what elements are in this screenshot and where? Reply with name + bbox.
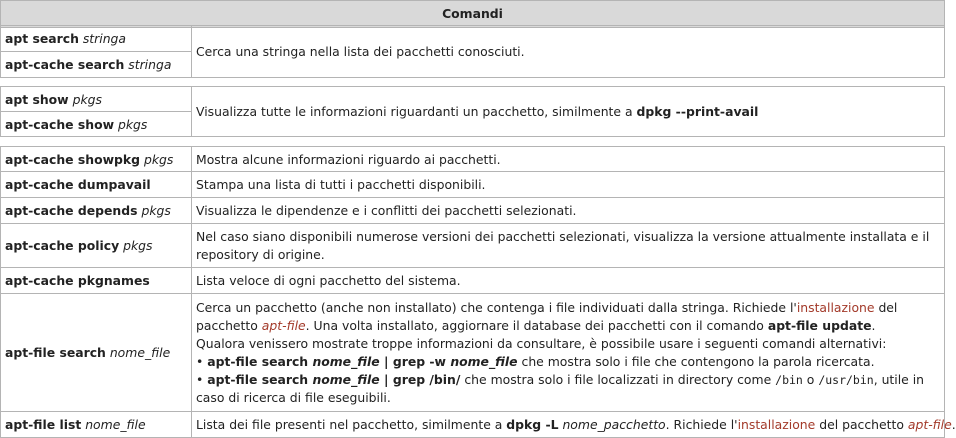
description-text: che mostra solo i file localizzati in directory come xyxy=(460,371,776,387)
command-name: apt-file list xyxy=(5,417,82,432)
inline-code-arg: nome_file xyxy=(312,371,380,387)
description-text: . Richiede l' xyxy=(665,417,738,432)
description-cell: Nel caso siano disponibili numerose versioni dei pacchetti selezionati, visualizza la versione attualmente installata e il repository di origine. xyxy=(192,224,945,268)
description-text: , utile in caso di ricerca di file eseguibili. xyxy=(196,371,925,405)
description-cell: Mostra alcune informazioni riguardo ai pacchetti. xyxy=(192,147,945,172)
table-row xyxy=(1,147,945,172)
command-cell xyxy=(1,294,192,412)
inline-code: apt-file update xyxy=(767,317,872,333)
description-text: Lista dei file presenti nel pacchetto, similmente a xyxy=(196,417,507,432)
command-name: apt-cache depends xyxy=(5,203,138,218)
table-header: Comandi xyxy=(0,0,945,28)
inline-code: apt-file search xyxy=(207,353,313,369)
command-argument: stringa xyxy=(82,31,127,46)
description-text: o xyxy=(802,371,819,387)
command-name: apt-file search xyxy=(5,345,106,360)
command-cell xyxy=(1,268,192,294)
description-text: Qualora venissero mostrate troppe informazioni da consultare, è possibile usare i seguenti comandi alternativi: xyxy=(196,335,887,351)
description-text: . xyxy=(951,417,956,432)
command-name: apt show xyxy=(5,91,69,107)
inline-code: | grep /bin/ xyxy=(379,371,461,387)
apt-file-link[interactable]: apt-file xyxy=(261,317,306,333)
description-cell: Lista veloce di ogni pacchetto del sistema. xyxy=(192,268,945,294)
description-text: Cerca un pacchetto (anche non installato) che contenga i file individuati dalla stringa. Richiede l' xyxy=(196,299,797,315)
command-cell xyxy=(1,26,192,52)
installazione-link[interactable]: installazione xyxy=(796,299,875,315)
command-cell xyxy=(1,224,192,268)
command-name: apt-cache show xyxy=(5,116,115,132)
description-text: che mostra solo i file che contengono la parola ricercata. xyxy=(517,353,875,369)
description-text: del pacchetto xyxy=(815,417,908,432)
command-name: apt-cache pkgnames xyxy=(5,273,150,288)
description-cell: Visualizza le dipendenze e i conflitti dei pacchetti selezionati. xyxy=(192,198,945,224)
installazione-link[interactable]: installazione xyxy=(737,417,816,432)
command-cell xyxy=(1,172,192,198)
table-row xyxy=(1,87,945,112)
command-cell xyxy=(1,52,192,78)
inline-code: | grep -w xyxy=(379,353,451,369)
bullet: • xyxy=(196,353,208,369)
monospace-path: /bin xyxy=(775,372,803,387)
bullet: • xyxy=(196,371,208,387)
command-argument: pkgs xyxy=(143,151,174,167)
inline-code: dpkg -L xyxy=(506,417,559,432)
description-cell: Cerca una stringa nella lista dei pacchetti conosciuti. xyxy=(192,26,945,78)
description-cell: Stampa una lista di tutti i pacchetti disponibili. xyxy=(192,172,945,198)
command-argument: nome_file xyxy=(85,417,146,432)
command-name: apt search xyxy=(5,31,79,46)
command-cell xyxy=(1,87,192,112)
command-argument: stringa xyxy=(128,57,172,72)
description-text: . xyxy=(871,317,876,333)
command-name: apt-cache showpkg xyxy=(5,151,141,167)
table-row xyxy=(1,26,945,52)
table-row xyxy=(1,172,945,198)
description-cell xyxy=(192,87,945,137)
inline-code: dpkg --print-avail xyxy=(636,104,759,119)
apt-cache-commands-table xyxy=(0,146,956,438)
table-row xyxy=(1,198,945,224)
command-cell xyxy=(1,147,192,172)
command-cell xyxy=(1,412,192,438)
search-commands-table xyxy=(0,25,945,78)
inline-code-arg: nome_file xyxy=(450,353,518,369)
show-commands-table xyxy=(0,86,945,137)
description-cell xyxy=(192,412,956,438)
command-name: apt-cache policy xyxy=(5,238,120,253)
command-name: apt-cache search xyxy=(5,57,125,72)
command-argument: nome_file xyxy=(109,345,171,360)
monospace-path: /usr/bin xyxy=(818,372,874,387)
table-row xyxy=(1,224,945,268)
description-text: Visualizza tutte le informazioni riguardanti un pacchetto, similmente a xyxy=(196,104,637,119)
apt-file-link[interactable]: apt-file xyxy=(907,417,952,432)
description-text: del pacchetto xyxy=(196,299,898,333)
inline-code-arg: nome_file xyxy=(312,353,380,369)
description-cell xyxy=(192,294,945,412)
command-cell xyxy=(1,198,192,224)
table-row xyxy=(1,268,945,294)
command-cell xyxy=(1,112,192,137)
command-argument: pkgs xyxy=(141,203,171,218)
command-argument: pkgs xyxy=(72,91,102,107)
description-text: . Una volta installato, aggiornare il database dei pacchetti con il comando xyxy=(305,317,768,333)
command-argument: pkgs xyxy=(118,116,148,132)
inline-code-arg: nome_pacchetto xyxy=(562,417,666,432)
table-row xyxy=(1,412,945,438)
table-row xyxy=(1,294,945,412)
command-name: apt-cache dumpavail xyxy=(5,177,151,192)
inline-code: apt-file search xyxy=(207,371,313,387)
command-argument: pkgs xyxy=(123,238,153,253)
